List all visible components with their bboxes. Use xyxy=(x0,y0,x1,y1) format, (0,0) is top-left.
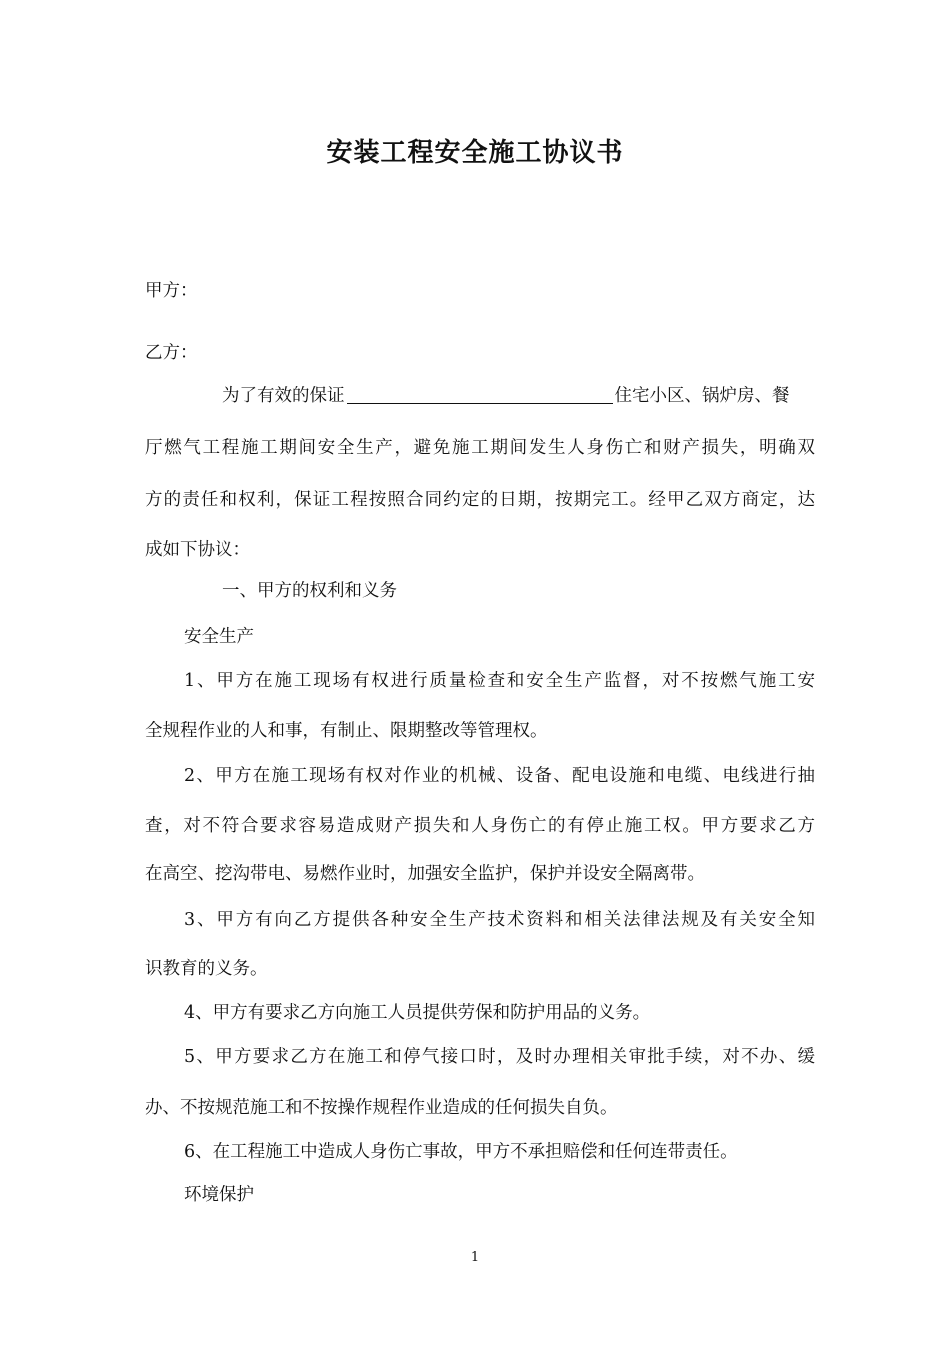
intro-line-3: 方的责任和权利，保证工程按照合同约定的日期，按期完工。经甲乙双方商定，达 xyxy=(145,490,815,510)
project-name-blank xyxy=(347,385,613,404)
item-2-line-1: 2、甲方在施工现场有权对作业的机械、设备、配电设施和电缆、电线进行抽 xyxy=(184,766,815,786)
intro-text-before-blank: 为了有效的保证 xyxy=(222,386,345,406)
item-3-line-1: 3、甲方有向乙方提供各种安全生产技术资料和相关法律法规及有关安全知 xyxy=(184,910,815,930)
subheading-safety: 安全生产 xyxy=(184,627,254,647)
item-4-line-1: 4、甲方有要求乙方向施工人员提供劳保和防护用品的义务。 xyxy=(184,1003,651,1023)
item-5-line-1: 5、甲方要求乙方在施工和停气接口时，及时办理相关审批手续，对不办、缓 xyxy=(184,1047,815,1067)
item-5-line-2: 办、不按规范施工和不按操作规程作业造成的任何损失自负。 xyxy=(145,1098,618,1118)
item-6-line-1: 6、在工程施工中造成人身伤亡事故，甲方不承担赔偿和任何连带责任。 xyxy=(184,1142,738,1162)
intro-text-after-blank: 住宅小区、锅炉房、餐 xyxy=(614,386,790,406)
item-2-line-3: 在高空、挖沟带电、易燃作业时，加强安全监护，保护并设安全隔离带。 xyxy=(145,864,705,884)
item-2-line-2: 查，对不符合要求容易造成财产损失和人身伤亡的有停止施工权。甲方要求乙方 xyxy=(145,816,815,836)
page-number: 1 xyxy=(470,1250,480,1265)
party-b-label: 乙方： xyxy=(145,343,198,363)
intro-line-2: 厅燃气工程施工期间安全生产，避免施工期间发生人身伤亡和财产损失，明确双 xyxy=(145,438,815,458)
section-heading-party-a: 一、甲方的权利和义务 xyxy=(222,581,397,601)
intro-line-1 xyxy=(222,384,815,408)
subheading-environment: 环境保护 xyxy=(184,1185,254,1205)
item-3-line-2: 识教育的义务。 xyxy=(145,959,268,979)
document-title: 安装工程安全施工协议书 xyxy=(326,138,624,168)
intro-line-4: 成如下协议： xyxy=(145,540,250,560)
party-a-label: 甲方： xyxy=(145,281,198,301)
item-1-line-2: 全规程作业的人和事，有制止、限期整改等管理权。 xyxy=(145,721,548,741)
item-1-line-1: 1、甲方在施工现场有权进行质量检查和安全生产监督，对不按燃气施工安 xyxy=(184,671,815,691)
